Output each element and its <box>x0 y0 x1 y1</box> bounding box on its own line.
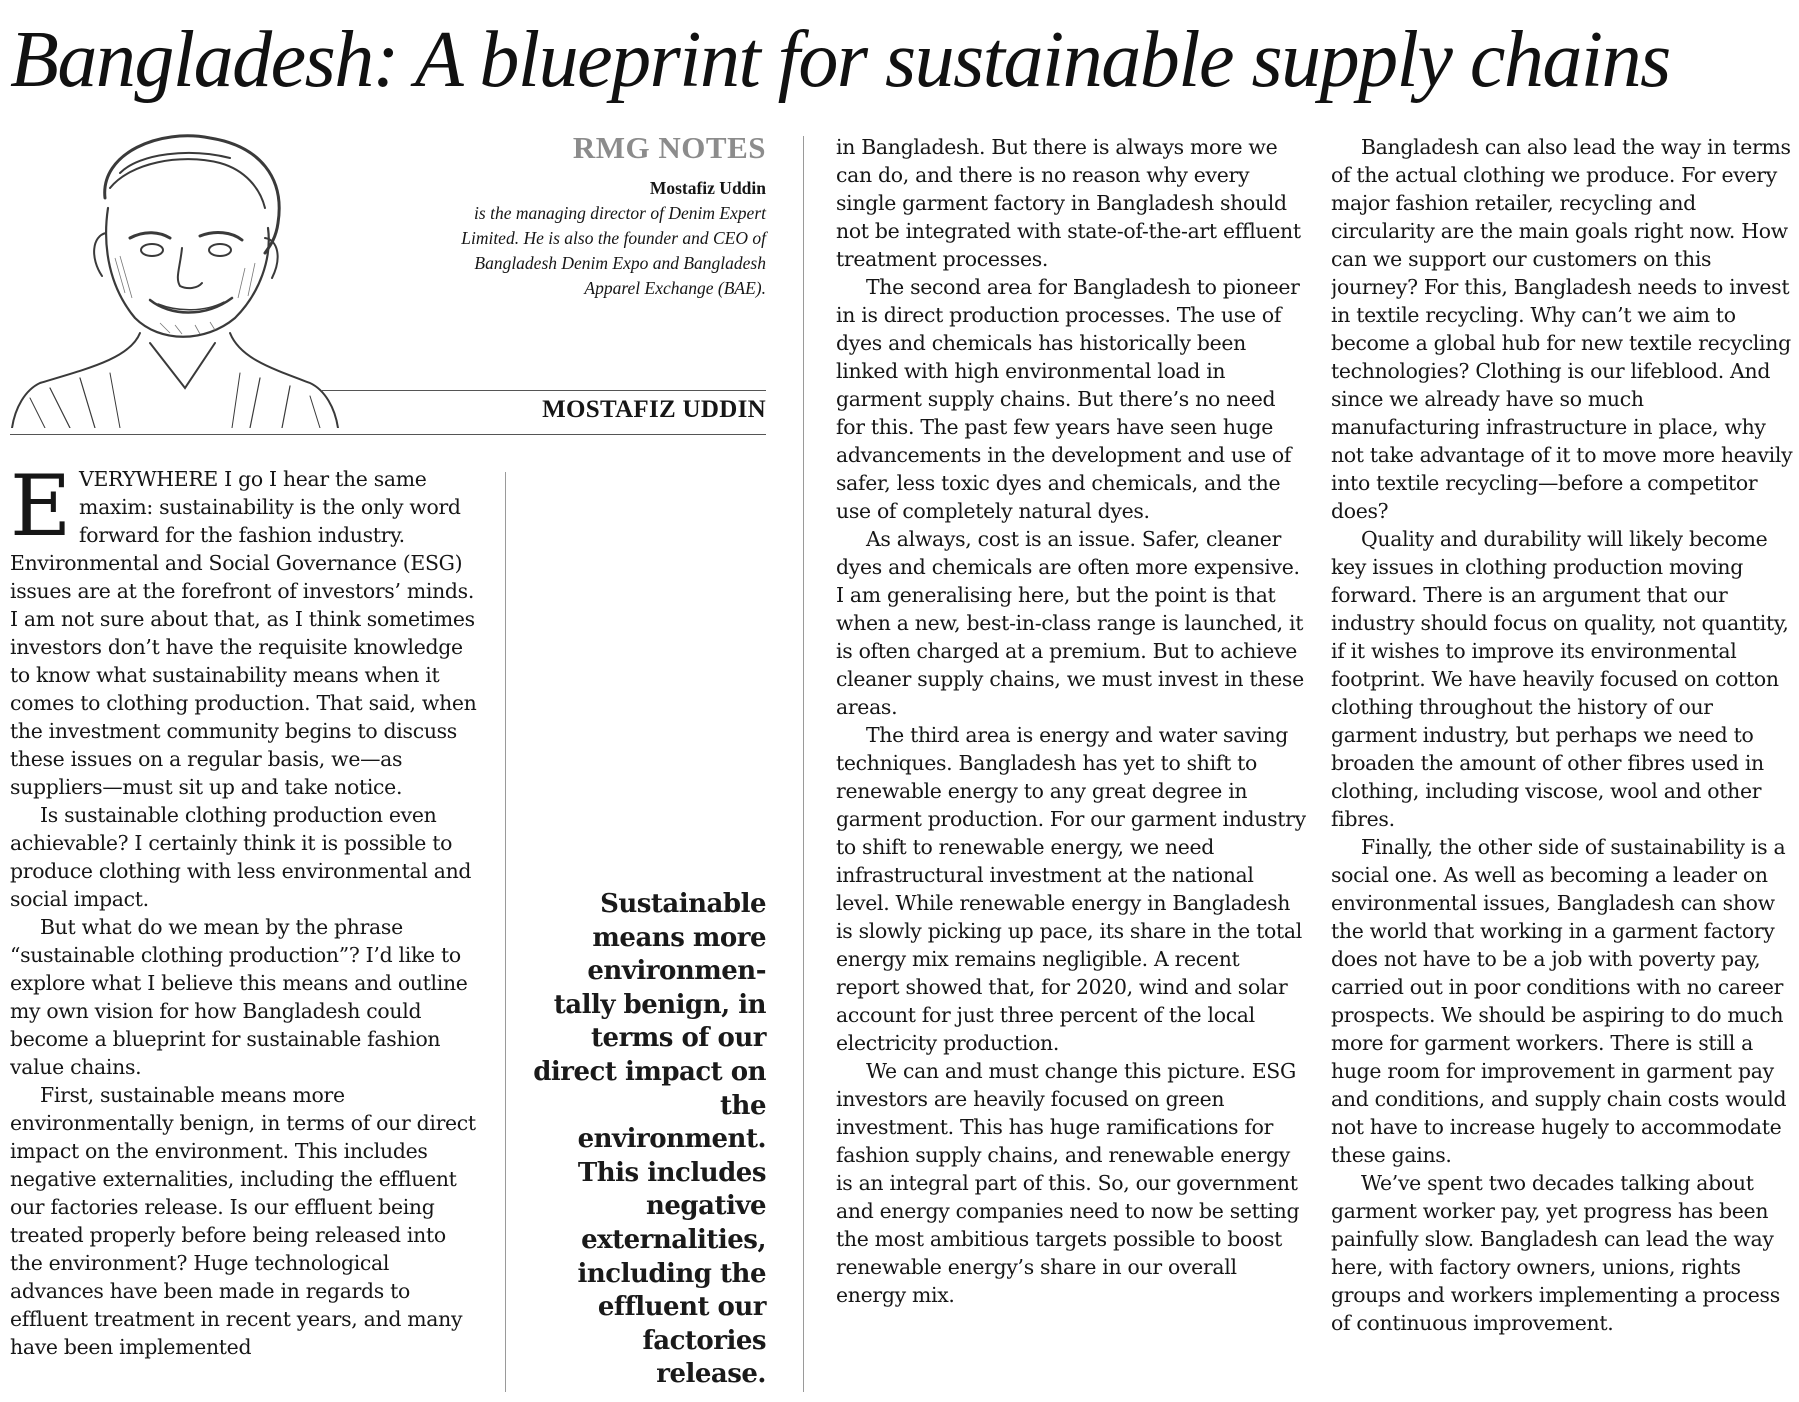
article-column-2 <box>836 133 1306 1399</box>
bio-name: Mostafiz Uddin <box>649 178 766 198</box>
article-column-3 <box>1331 133 1793 1399</box>
article-paragraph: The third area is energy and water saving techniques. Bangladesh has yet to shift to renewable energy to any great degree in garment production. For our garment industry to shift to renewable energy, we need infrastructural investment at the national level. While renewable energy in Bangladesh is slowly picking up pace, its share in the total energy mix remains negligible. A recent report showed that, for 2020, wind and solar account for just three percent of the local electricity production. <box>836 723 1306 1055</box>
article-paragraph: Finally, the other side of sustainability is a social one. As well as becoming a leader on environmental issues, Bangladesh can show the world that working in a garment factory does not have to be a job with poverty pay, carried out in poor conditions with no career prospects. We should be aspiring to do much more for garment workers. There is still a huge room for improvement in garment pay and conditions, and supply chain costs would not have to increase hugely to accommodate these gains. <box>1331 835 1787 1167</box>
pull-quote: Sustainable means more environmen-tally benign, in terms of our direct impact on the environment. This includes negative externalities, including the effluent our factories release. <box>533 889 766 1390</box>
article-paragraph: Bangladesh can also lead the way in terms of the actual clothing we produce. For every major fashion retailer, recycling and circularity are the main goals right now. How can we support our customers on this journey? For this, Bangladesh needs to invest in textile recycling. Why can’t we aim to become a global hub for new textile recycling technologies? Clothing is our lifeblood. And since we already have so much manufacturing infrastructure in place, why not take advantage of it to move more heavily into textile recycling—before a competitor does? <box>1331 135 1793 523</box>
column-label: RMG NOTES <box>572 130 766 165</box>
article-paragraph: The second area for Bangladesh to pioneer in is direct production processes. The use of dyes and chemicals has historically been linked with high environmental load in garment supply chains. But there’s no need for this. The past few years have seen huge advancements in the development and use of safer, less toxic dyes and chemicals, and the use of completely natural dyes. <box>836 275 1300 523</box>
article-paragraph: We’ve spent two decades talking about garment worker pay, yet progress has been painfully slow. Bangladesh can lead the way here, with factory owners, unions, rights groups and workers implementing a process of continuous improvement. <box>1331 1171 1780 1335</box>
divider-rule <box>322 390 766 391</box>
headline: Bangladesh: A blueprint for sustainable supply chains <box>10 16 1670 104</box>
article-paragraph: We can and must change this picture. ESG investors are heavily focused on green investment. This has huge ramifications for fashion supply chains, and renewable energy is an integral part of this. So, our government and energy companies need to now be setting the most ambitious targets possible to boost renewable energy’s share in our overall energy mix. <box>836 1059 1300 1307</box>
article-paragraph: First, sustainable means more environmentally benign, in terms of our direct impact on the environment. This includes negative externalities, including the effluent our factories release. Is our effluent being treated properly before being released into the environment? Huge technological advances have been made in regards to effluent treatment in recent years, and many have been implemented <box>10 1083 476 1359</box>
byline: MOSTAFIZ UDDIN <box>542 396 766 423</box>
article-paragraph: As always, cost is an issue. Safer, cleaner dyes and chemicals are often more expensive. I am generalising here, but the point is that when a new, best-in-class range is launched, it is often charged at a premium. But to achieve cleaner supply chains, we must invest in these areas. <box>836 527 1304 719</box>
column-divider <box>803 136 804 1392</box>
article-paragraph: Is sustainable clothing production even achievable? I certainly think it is possible to produce clothing with less environmental and social impact. <box>10 803 472 911</box>
article-paragraph: in Bangladesh. But there is always more we can do, and there is no reason why every single garment factory in Bangladesh should not be integrated with state-of-the-art effluent treatment processes. <box>836 135 1301 271</box>
article-column-1 <box>10 465 480 1400</box>
article-paragraph: Quality and durability will likely become key issues in clothing production moving forward. There is an argument that our industry should focus on quality, not quantity, if it wishes to improve its environmental footprint. We have heavily focused on cotton clothing throughout the history of our garment industry, but perhaps we need to broaden the amount of other fibres used in clothing, including viscose, wool and other fibres. <box>1331 527 1789 831</box>
article-paragraph: E VERYWHERE I go I hear the same maxim: sustainability is the only word forward for the fashion industry. Environmental and Social Governance (ESG) issues are at the forefront of investors’ minds. I am not sure about that, as I think sometimes investors don’t have the requisite knowledge to know what sustainability means when it comes to clothing production. That said, when the investment community begins to discuss these issues on a regular basis, we—as suppliers—must sit up and take notice. <box>10 465 477 799</box>
divider-rule <box>10 434 766 435</box>
article-paragraph: But what do we mean by the phrase “sustainable clothing production”? I’d like to explore what I believe this means and outline my own vision for how Bangladesh could become a blueprint for sustainable fashion value chains. <box>10 915 468 1079</box>
author-bio <box>436 176 766 301</box>
column-divider <box>505 472 506 1392</box>
bio-text: is the managing director of Denim Expert Limited. He is also the founder and CEO of Bangladesh Denim Expo and Bangladesh Apparel Exchange (BAE). <box>461 203 766 298</box>
author-portrait-sketch <box>10 128 340 428</box>
drop-cap: E <box>10 465 72 555</box>
